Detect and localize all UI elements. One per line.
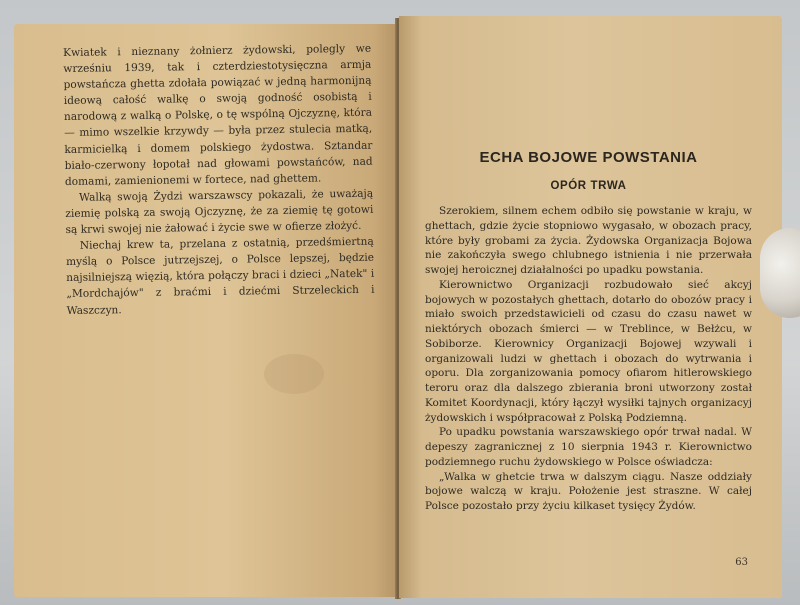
section-title: OPÓR TRWA xyxy=(550,180,627,192)
left-paragraph-1: Kwiatek i nieznany żołnierz żydowski, polegly we wrześniu 1939, tak i czterdziestotysięczna armja powstańcza ghetta zdołała powiązać w jedną harmonijną ideową całość walkę o swoją godność osobistą i narodową z walką o Polskę, o tę wspólną Ojczyznę, która — mimo wszelkie krzywdy — była przez stulecia matką, karmicielką i domem polskiego żydostwa. Sztandar biało-czerwony łopotał nad głowami powstańców, nad domami, zamienionemi w fortece, nad ghettem. xyxy=(63,42,373,188)
paper-stain xyxy=(264,354,324,394)
page-number: 63 xyxy=(735,557,748,568)
right-paragraph-1: Szerokiem, silnem echem odbiło się powstanie w kraju, w ghettach, gdzie życie stopniowo wygasało, w obozach pracy, które były grobami za życia. Żydowska Organizacja Bojowa nie zakończyła swego chlubnego istnienia i nie przerwała swojej heroicznej działalności po upadku powstania. xyxy=(425,205,752,276)
right-paragraph-2: Kierownictwo Organizacji rozbudowało sieć akcyj bojowych w pozostałych ghettach, dotarło do obozów pracy i miało swoich przedstawicieli od czasu do czasu nawet w niektórych obozach śmierci — w Treblince, w Bełżcu, w Sobiborze. Kierownicy Organizacji Bojowej wzywali i organizowali ludzi w ghettach i obozach do wytrwania i oporu. Dla zorganizowania pomocy ofiarom hitlerowskiego teroru oraz dla dalszego zbierania broni utworzony został Komitet Koordynacji, który łączył wysiłki tajnych organizacyj żydowskich i współpracował z Polską Podziemną. xyxy=(425,278,752,424)
left-page xyxy=(14,24,397,597)
chapter-title: ECHA BOJOWE POWSTANIA xyxy=(479,149,698,166)
left-page-text xyxy=(63,41,375,319)
page-holder-knob xyxy=(760,228,800,318)
left-paragraph-2: Walką swoją Żydzi warszawscy pokazali, że uważają ziemię polską za swoją Ojczyznę, że za ziemię tę gotowi są krwi swojej nie żałować i życie swe w ofierze złożyć. xyxy=(65,187,374,237)
right-paragraph-3: Po upadku powstania warszawskiego opór trwał nadal. W depeszy zagranicznej z 10 sierpnia 1943 r. Kierownictwo podziemnego ruchu żydowskiego w Polsce oświadcza: xyxy=(425,426,752,468)
right-paragraph-4: „Walka w ghetcie trwa w dalszym ciągu. Nasze oddziały bojowe walczą w kraju. Położenie jest straszne. W całej Polsce pozostało przy życiu kilkaset tysięcy Żydów. xyxy=(425,470,752,512)
left-paragraph-3: Niechaj krew ta, przelana z ostatnią, przedśmiertną myślą o Polsce jutrzejszej, o Polsce lepszej, będzie najsilniejszą więzią, która połączy braci i dzieci „Natek" i „Mordchajów" z braćmi i dziećmi Strzeleckich i Waszczyn. xyxy=(65,235,375,317)
right-page xyxy=(399,16,782,598)
